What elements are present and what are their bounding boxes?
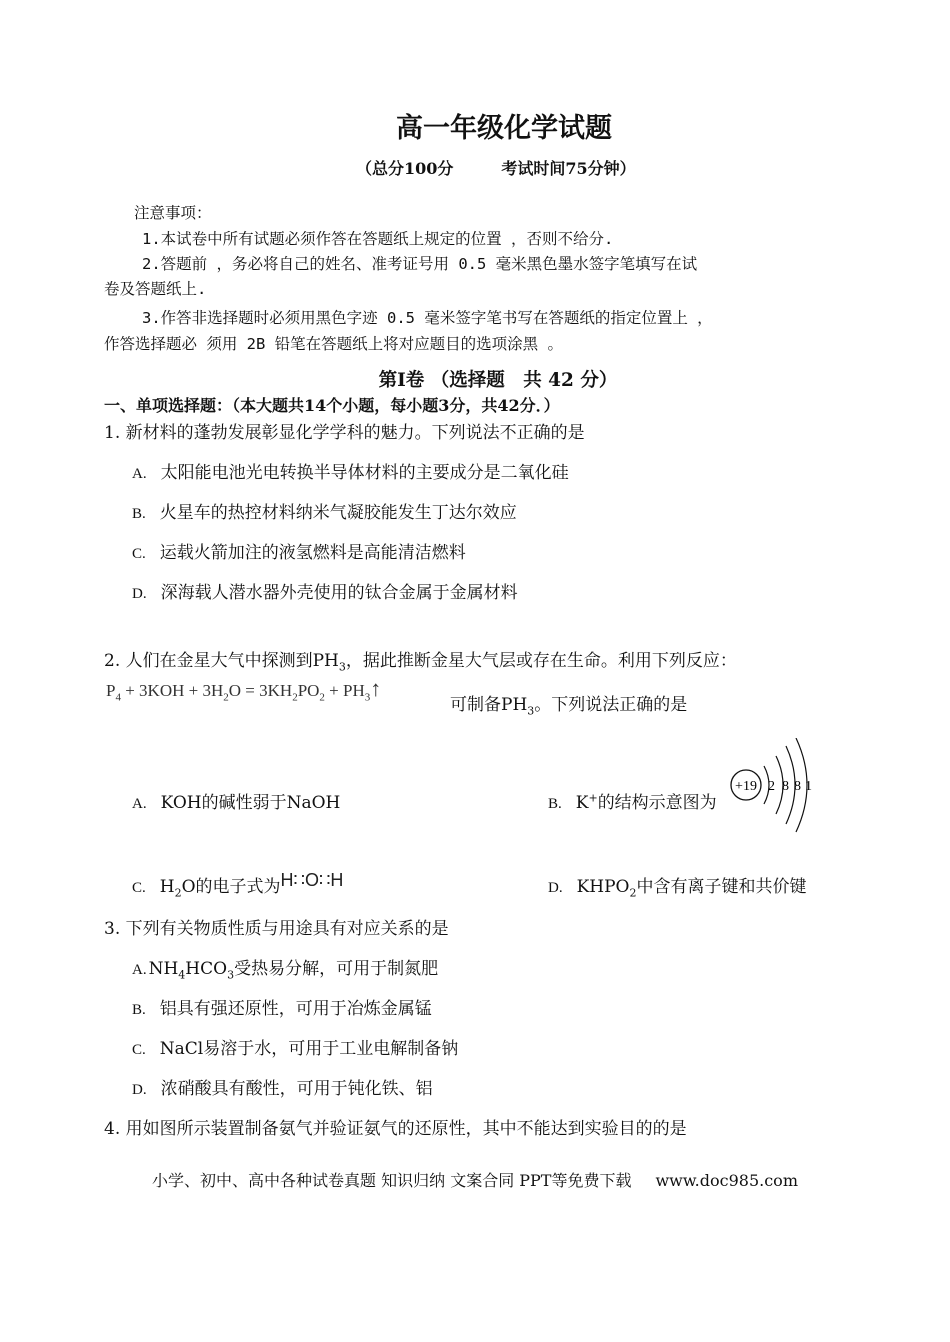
question-3-option-d: D. 浓硝酸具有酸性，可用于钝化铁、铝: [132, 1079, 433, 1099]
nucleus-charge: +19: [735, 779, 757, 794]
question-3-stem: 3. 下列有关物质性质与用途具有对应关系的是: [104, 919, 449, 939]
total-score: （总分100分: [356, 159, 454, 178]
section-heading: 一、单项选择题：（本大题共14个小题，每小题3分，共42分．）: [104, 396, 560, 415]
atomic-structure-diagram: [724, 738, 824, 848]
gas-arrow-icon: ↑: [370, 676, 382, 701]
question-1-option-a: A. 太阳能电池光电转换半导体材料的主要成分是二氧化硅: [132, 463, 569, 483]
question-2-stem-continued: 可制备$PH_3$。下列说法正确的是: [450, 695, 688, 718]
question-2-stem: 2. 人们在金星大气中探测到$PH_3$，据此推断金星大气层或存在生命。利用下列反应：: [104, 651, 737, 674]
reaction-equation: $P_4 + 3KOH + 3H_2O = 3KH_2PO_2$ + $PH_3↑$: [106, 676, 382, 704]
question-2-option-a: A. KOH的碱性弱于NaOH: [132, 793, 341, 813]
shell-electrons-2: 8: [782, 779, 789, 794]
question-1-option-b: B. 火星车的热控材料纳米气凝胶能发生丁达尔效应: [132, 503, 517, 523]
section-title: 第Ⅰ卷 （选择题 共 42 分）: [378, 370, 618, 391]
shell-electrons-1: 2: [768, 779, 775, 794]
footer-website: www.doc985.com: [655, 1171, 798, 1190]
note-2-line-1: 2.答题前 ，务必将自己的姓名、准考证号用 0.5 毫米黑色墨水签字笔填写在试: [142, 255, 698, 273]
exam-info: [356, 156, 636, 179]
exam-time: 考试时间75分钟）: [501, 159, 636, 178]
notes-heading: 注意事项：: [134, 204, 212, 222]
footer-promo-text: 小学、初中、高中各种试卷真题 知识归纳 文案合同 PPT等免费下载: [152, 1171, 632, 1190]
shell-electrons-4: 1: [805, 779, 812, 794]
question-1-option-c: C. 运载火箭加注的液氢燃料是高能清洁燃料: [132, 543, 466, 563]
page-title: 高一年级化学试题: [396, 113, 612, 144]
question-3-option-b: B. 铝具有强还原性，可用于冶炼金属锰: [132, 999, 432, 1019]
note-3-line-1: 3.作答非选择题时必须用黑色字迹 0.5 毫米签字笔书写在答题纸的指定位置上 ，: [142, 309, 713, 327]
page-footer: [0, 1168, 950, 1191]
note-3-line-2: 作答选择题必 须用 2B 铅笔在答题纸上将对应题目的选项涂黑 。: [104, 335, 563, 353]
question-1-option-d: D. 深海载人潜水器外壳使用的钛合金属于金属材料: [132, 583, 518, 603]
question-4-stem: 4. 用如图所示装置制备氨气并验证氨气的还原性，其中不能达到实验目的的是: [104, 1119, 687, 1139]
question-3-option-a: A. $NH_4HCO_3$受热易分解，可用于制氮肥: [132, 959, 439, 982]
question-1-stem: 1. 新材料的蓬勃发展彰显化学学科的魅力。下列说法不正确的是: [104, 423, 585, 443]
question-2-option-b: B. K+的结构示意图为: [548, 791, 717, 813]
question-3-option-c: C. NaCl易溶于水，可用于工业电解制备钠: [132, 1039, 459, 1059]
question-2-option-c: C. $H_2O$的电子式为H∷O∷H: [132, 870, 344, 900]
shell-electrons-3: 8: [794, 779, 801, 794]
note-2-line-2: 卷及答题纸上.: [104, 280, 207, 298]
electron-formula: H∷O∷H: [280, 870, 344, 890]
note-1: 1.本试卷中所有试题必须作答在答题纸上规定的位置 ，否则不给分.: [142, 230, 614, 248]
question-2-option-d: D. $KHPO_2$中含有离子键和共价键: [548, 877, 807, 900]
